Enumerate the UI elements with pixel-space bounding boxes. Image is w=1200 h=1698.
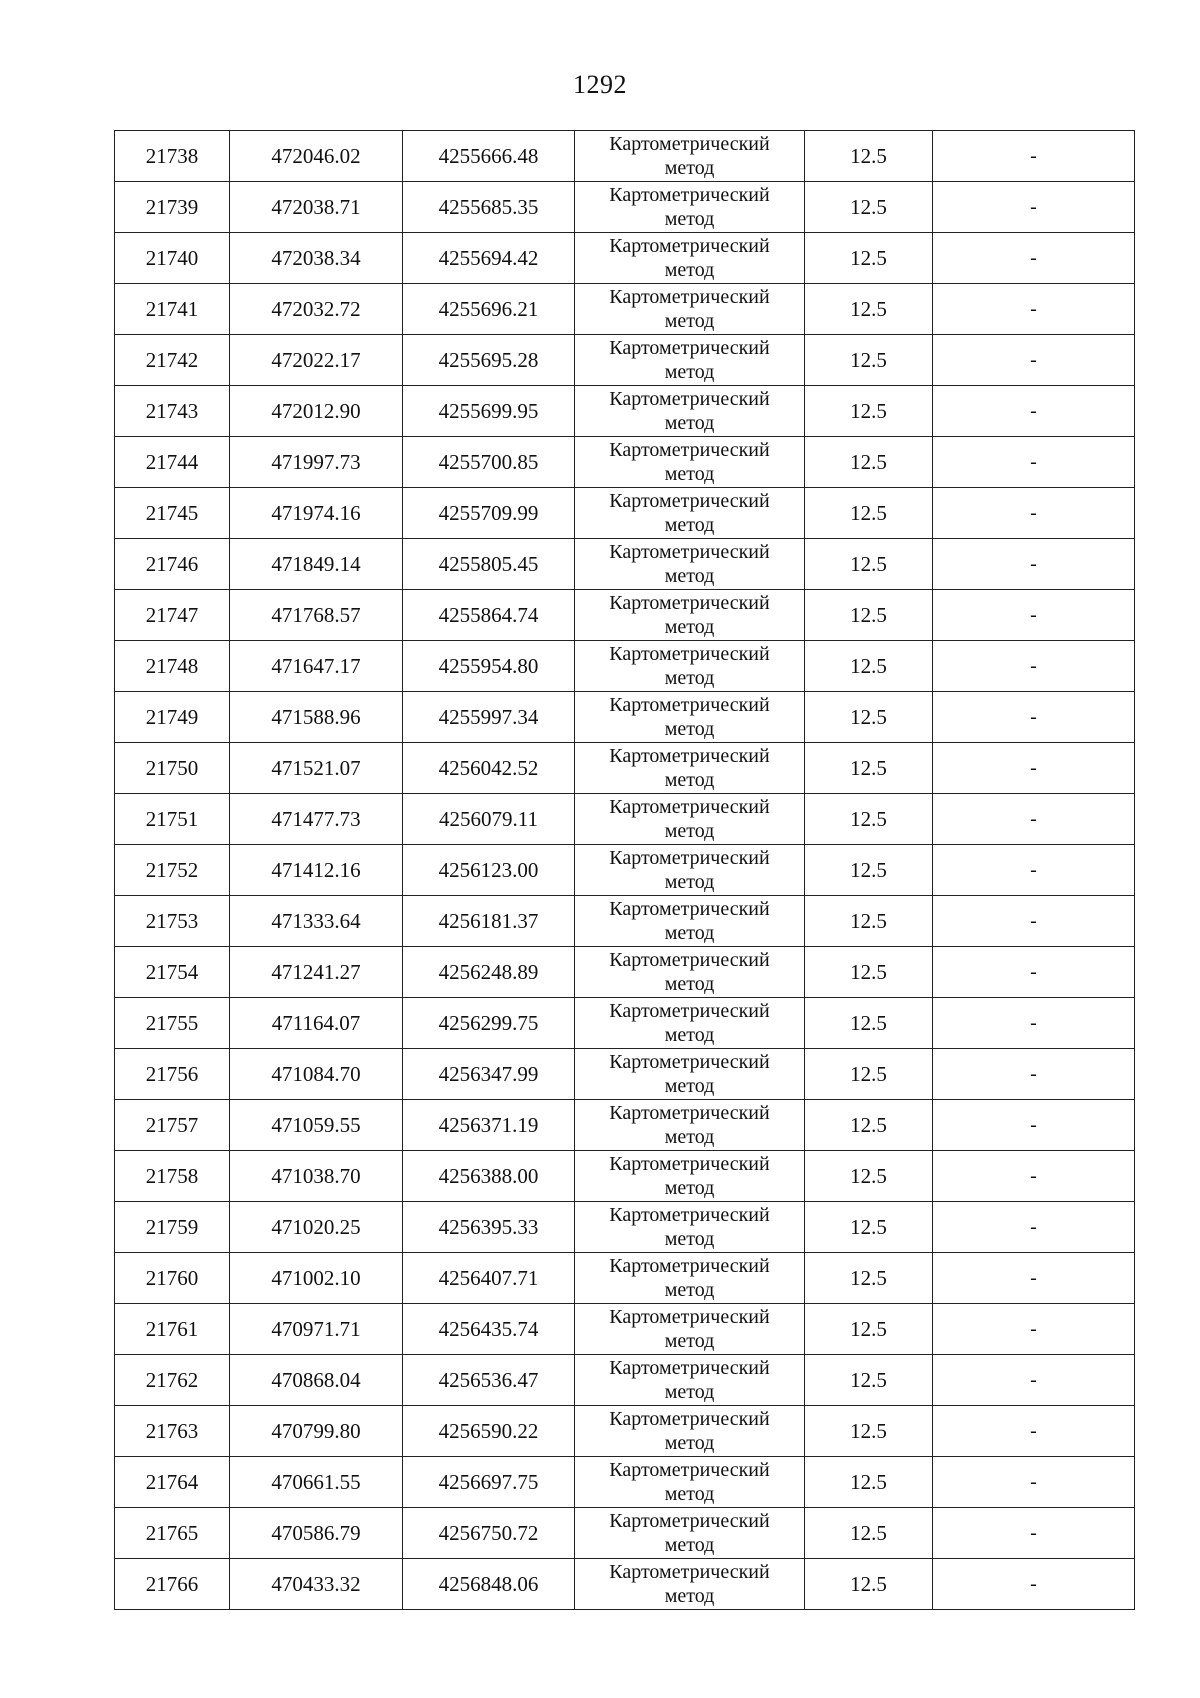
coordinates-table [114, 130, 1135, 1610]
point-number-cell: 21766 [115, 1559, 230, 1610]
accuracy-cell: 12.5 [805, 1049, 933, 1100]
note-cell: - [933, 539, 1135, 590]
point-number-cell: 21754 [115, 947, 230, 998]
point-number-cell: 21755 [115, 998, 230, 1049]
note-cell: - [933, 998, 1135, 1049]
point-number-cell: 21752 [115, 845, 230, 896]
note-cell: - [933, 1151, 1135, 1202]
table-row [115, 998, 1135, 1049]
x-coordinate-cell: 472022.17 [230, 335, 403, 386]
accuracy-cell: 12.5 [805, 1559, 933, 1610]
accuracy-cell: 12.5 [805, 845, 933, 896]
accuracy-cell: 12.5 [805, 437, 933, 488]
point-number-cell: 21742 [115, 335, 230, 386]
accuracy-cell: 12.5 [805, 233, 933, 284]
accuracy-cell: 12.5 [805, 998, 933, 1049]
y-coordinate-cell: 4256123.00 [403, 845, 575, 896]
x-coordinate-cell: 472032.72 [230, 284, 403, 335]
table-row [115, 1508, 1135, 1559]
table-row [115, 1202, 1135, 1253]
point-number-cell: 21738 [115, 131, 230, 182]
point-number-cell: 21756 [115, 1049, 230, 1100]
table-row [115, 947, 1135, 998]
x-coordinate-cell: 471333.64 [230, 896, 403, 947]
table-row [115, 590, 1135, 641]
table-row [115, 335, 1135, 386]
y-coordinate-cell: 4256435.74 [403, 1304, 575, 1355]
method-label-line2: метод [664, 1024, 715, 1046]
y-coordinate-cell: 4256299.75 [403, 998, 575, 1049]
y-coordinate-cell: 4255666.48 [403, 131, 575, 182]
accuracy-cell: 12.5 [805, 1355, 933, 1406]
accuracy-cell: 12.5 [805, 335, 933, 386]
method-label-line2: метод [664, 514, 715, 536]
method-label-line1: Картометрический [609, 847, 770, 869]
y-coordinate-cell: 4256079.11 [403, 794, 575, 845]
x-coordinate-cell: 472038.71 [230, 182, 403, 233]
accuracy-cell: 12.5 [805, 1406, 933, 1457]
x-coordinate-cell: 470971.71 [230, 1304, 403, 1355]
method-label-line1: Картометрический [609, 949, 770, 971]
point-number-cell: 21757 [115, 1100, 230, 1151]
accuracy-cell: 12.5 [805, 947, 933, 998]
method-label-line2: метод [664, 616, 715, 638]
point-number-cell: 21759 [115, 1202, 230, 1253]
method-label-line2: метод [664, 820, 715, 842]
method-label-line2: метод [664, 259, 715, 281]
method-label-line1: Картометрический [609, 1459, 770, 1481]
note-cell: - [933, 1100, 1135, 1151]
method-label-line1: Картометрический [609, 133, 770, 155]
method-label-line2: метод [664, 973, 715, 995]
x-coordinate-cell: 470433.32 [230, 1559, 403, 1610]
table-row [115, 539, 1135, 590]
method-label-line1: Картометрический [609, 490, 770, 512]
table-row [115, 131, 1135, 182]
y-coordinate-cell: 4256697.75 [403, 1457, 575, 1508]
point-number-cell: 21745 [115, 488, 230, 539]
x-coordinate-cell: 471768.57 [230, 590, 403, 641]
y-coordinate-cell: 4255709.99 [403, 488, 575, 539]
x-coordinate-cell: 471164.07 [230, 998, 403, 1049]
accuracy-cell: 12.5 [805, 1457, 933, 1508]
method-label-line2: метод [664, 565, 715, 587]
y-coordinate-cell: 4255805.45 [403, 539, 575, 590]
y-coordinate-cell: 4256750.72 [403, 1508, 575, 1559]
note-cell: - [933, 1457, 1135, 1508]
note-cell: - [933, 1049, 1135, 1100]
method-cell [575, 233, 805, 284]
x-coordinate-cell: 471002.10 [230, 1253, 403, 1304]
method-label-line1: Картометрический [609, 337, 770, 359]
method-label-line2: метод [664, 463, 715, 485]
x-coordinate-cell: 471588.96 [230, 692, 403, 743]
method-label-line1: Картометрический [609, 1102, 770, 1124]
method-label-line1: Картометрический [609, 745, 770, 767]
accuracy-cell: 12.5 [805, 1508, 933, 1559]
y-coordinate-cell: 4256848.06 [403, 1559, 575, 1610]
method-label-line2: метод [664, 1432, 715, 1454]
note-cell: - [933, 641, 1135, 692]
method-label-line1: Картометрический [609, 1357, 770, 1379]
method-cell [575, 743, 805, 794]
method-cell [575, 1151, 805, 1202]
point-number-cell: 21739 [115, 182, 230, 233]
note-cell: - [933, 1253, 1135, 1304]
method-label-line1: Картометрический [609, 592, 770, 614]
table-row [115, 386, 1135, 437]
accuracy-cell: 12.5 [805, 692, 933, 743]
method-label-line2: метод [664, 412, 715, 434]
method-cell [575, 590, 805, 641]
method-label-line1: Картометрический [609, 1510, 770, 1532]
accuracy-cell: 12.5 [805, 590, 933, 641]
method-cell [575, 1508, 805, 1559]
accuracy-cell: 12.5 [805, 1202, 933, 1253]
accuracy-cell: 12.5 [805, 131, 933, 182]
method-cell [575, 641, 805, 692]
table-row [115, 182, 1135, 233]
x-coordinate-cell: 471241.27 [230, 947, 403, 998]
method-label-line1: Картометрический [609, 439, 770, 461]
y-coordinate-cell: 4255696.21 [403, 284, 575, 335]
method-cell [575, 386, 805, 437]
table-row [115, 1100, 1135, 1151]
method-cell [575, 1457, 805, 1508]
method-label-line1: Картометрический [609, 898, 770, 920]
table-row [115, 743, 1135, 794]
point-number-cell: 21749 [115, 692, 230, 743]
method-label-line1: Картометрический [609, 1000, 770, 1022]
x-coordinate-cell: 470868.04 [230, 1355, 403, 1406]
method-label-line2: метод [664, 208, 715, 230]
x-coordinate-cell: 471974.16 [230, 488, 403, 539]
method-cell [575, 1304, 805, 1355]
method-cell [575, 845, 805, 896]
method-cell [575, 1100, 805, 1151]
y-coordinate-cell: 4256248.89 [403, 947, 575, 998]
table-row [115, 284, 1135, 335]
method-label-line1: Картометрический [609, 1255, 770, 1277]
table-row [115, 692, 1135, 743]
note-cell: - [933, 182, 1135, 233]
x-coordinate-cell: 470586.79 [230, 1508, 403, 1559]
method-label-line1: Картометрический [609, 1204, 770, 1226]
x-coordinate-cell: 472012.90 [230, 386, 403, 437]
table-row [115, 1304, 1135, 1355]
note-cell: - [933, 1508, 1135, 1559]
method-cell [575, 437, 805, 488]
point-number-cell: 21748 [115, 641, 230, 692]
method-label-line2: метод [664, 718, 715, 740]
y-coordinate-cell: 4255700.85 [403, 437, 575, 488]
point-number-cell: 21764 [115, 1457, 230, 1508]
point-number-cell: 21753 [115, 896, 230, 947]
method-cell [575, 335, 805, 386]
table-row [115, 896, 1135, 947]
method-label-line1: Картометрический [609, 286, 770, 308]
method-label-line2: метод [664, 1126, 715, 1148]
x-coordinate-cell: 471521.07 [230, 743, 403, 794]
note-cell: - [933, 1304, 1135, 1355]
y-coordinate-cell: 4255997.34 [403, 692, 575, 743]
method-cell [575, 1253, 805, 1304]
point-number-cell: 21741 [115, 284, 230, 335]
y-coordinate-cell: 4255699.95 [403, 386, 575, 437]
note-cell: - [933, 845, 1135, 896]
method-label-line1: Картометрический [609, 541, 770, 563]
method-label-line2: метод [664, 1330, 715, 1352]
method-label-line2: метод [664, 157, 715, 179]
table-row [115, 1253, 1135, 1304]
note-cell: - [933, 386, 1135, 437]
x-coordinate-cell: 472046.02 [230, 131, 403, 182]
x-coordinate-cell: 471997.73 [230, 437, 403, 488]
y-coordinate-cell: 4256181.37 [403, 896, 575, 947]
table-row [115, 437, 1135, 488]
accuracy-cell: 12.5 [805, 1253, 933, 1304]
y-coordinate-cell: 4256407.71 [403, 1253, 575, 1304]
method-label-line1: Картометрический [609, 1153, 770, 1175]
method-label-line1: Картометрический [609, 1561, 770, 1583]
note-cell: - [933, 896, 1135, 947]
method-cell [575, 896, 805, 947]
accuracy-cell: 12.5 [805, 794, 933, 845]
method-cell [575, 1559, 805, 1610]
method-label-line2: метод [664, 310, 715, 332]
method-label-line2: метод [664, 1381, 715, 1403]
y-coordinate-cell: 4255695.28 [403, 335, 575, 386]
point-number-cell: 21744 [115, 437, 230, 488]
note-cell: - [933, 233, 1135, 284]
method-cell [575, 284, 805, 335]
method-label-line1: Картометрический [609, 643, 770, 665]
method-label-line1: Картометрический [609, 694, 770, 716]
note-cell: - [933, 335, 1135, 386]
y-coordinate-cell: 4256395.33 [403, 1202, 575, 1253]
x-coordinate-cell: 470661.55 [230, 1457, 403, 1508]
y-coordinate-cell: 4256388.00 [403, 1151, 575, 1202]
x-coordinate-cell: 470799.80 [230, 1406, 403, 1457]
note-cell: - [933, 590, 1135, 641]
method-label-line1: Картометрический [609, 388, 770, 410]
x-coordinate-cell: 471038.70 [230, 1151, 403, 1202]
y-coordinate-cell: 4255694.42 [403, 233, 575, 284]
point-number-cell: 21751 [115, 794, 230, 845]
method-cell [575, 1202, 805, 1253]
accuracy-cell: 12.5 [805, 386, 933, 437]
accuracy-cell: 12.5 [805, 1151, 933, 1202]
accuracy-cell: 12.5 [805, 896, 933, 947]
y-coordinate-cell: 4255954.80 [403, 641, 575, 692]
method-label-line2: метод [664, 1585, 715, 1607]
method-label-line1: Картометрический [609, 1051, 770, 1073]
method-label-line2: метод [664, 1279, 715, 1301]
y-coordinate-cell: 4256371.19 [403, 1100, 575, 1151]
note-cell: - [933, 794, 1135, 845]
point-number-cell: 21763 [115, 1406, 230, 1457]
y-coordinate-cell: 4256590.22 [403, 1406, 575, 1457]
method-cell [575, 794, 805, 845]
accuracy-cell: 12.5 [805, 539, 933, 590]
point-number-cell: 21740 [115, 233, 230, 284]
y-coordinate-cell: 4256042.52 [403, 743, 575, 794]
table-row [115, 1406, 1135, 1457]
point-number-cell: 21750 [115, 743, 230, 794]
table-row [115, 488, 1135, 539]
method-cell [575, 1049, 805, 1100]
x-coordinate-cell: 471477.73 [230, 794, 403, 845]
method-cell [575, 1355, 805, 1406]
point-number-cell: 21746 [115, 539, 230, 590]
method-label-line2: метод [664, 1534, 715, 1556]
note-cell: - [933, 1202, 1135, 1253]
table-row [115, 845, 1135, 896]
method-cell [575, 947, 805, 998]
accuracy-cell: 12.5 [805, 284, 933, 335]
table-row [115, 794, 1135, 845]
x-coordinate-cell: 471020.25 [230, 1202, 403, 1253]
y-coordinate-cell: 4255685.35 [403, 182, 575, 233]
method-cell [575, 488, 805, 539]
accuracy-cell: 12.5 [805, 743, 933, 794]
table-row [115, 1049, 1135, 1100]
x-coordinate-cell: 471084.70 [230, 1049, 403, 1100]
note-cell: - [933, 692, 1135, 743]
method-cell [575, 539, 805, 590]
point-number-cell: 21765 [115, 1508, 230, 1559]
method-label-line2: метод [664, 1228, 715, 1250]
x-coordinate-cell: 471647.17 [230, 641, 403, 692]
table-row [115, 641, 1135, 692]
method-cell [575, 998, 805, 1049]
table-row [115, 233, 1135, 284]
point-number-cell: 21747 [115, 590, 230, 641]
table-body [115, 131, 1135, 1610]
method-label-line2: метод [664, 1075, 715, 1097]
note-cell: - [933, 437, 1135, 488]
method-label-line2: метод [664, 871, 715, 893]
point-number-cell: 21760 [115, 1253, 230, 1304]
x-coordinate-cell: 471849.14 [230, 539, 403, 590]
note-cell: - [933, 284, 1135, 335]
page-number: 1292 [573, 70, 627, 99]
method-label-line1: Картометрический [609, 796, 770, 818]
y-coordinate-cell: 4255864.74 [403, 590, 575, 641]
method-label-line1: Картометрический [609, 1408, 770, 1430]
accuracy-cell: 12.5 [805, 1100, 933, 1151]
method-cell [575, 692, 805, 743]
note-cell: - [933, 1406, 1135, 1457]
method-label-line2: метод [664, 667, 715, 689]
accuracy-cell: 12.5 [805, 488, 933, 539]
method-label-line2: метод [664, 922, 715, 944]
note-cell: - [933, 488, 1135, 539]
method-cell [575, 131, 805, 182]
y-coordinate-cell: 4256347.99 [403, 1049, 575, 1100]
method-cell [575, 182, 805, 233]
note-cell: - [933, 1559, 1135, 1610]
note-cell: - [933, 1355, 1135, 1406]
method-label-line2: метод [664, 769, 715, 791]
table-row [115, 1457, 1135, 1508]
point-number-cell: 21762 [115, 1355, 230, 1406]
table-row [115, 1355, 1135, 1406]
x-coordinate-cell: 471059.55 [230, 1100, 403, 1151]
point-number-cell: 21758 [115, 1151, 230, 1202]
point-number-cell: 21743 [115, 386, 230, 437]
accuracy-cell: 12.5 [805, 641, 933, 692]
x-coordinate-cell: 472038.34 [230, 233, 403, 284]
note-cell: - [933, 743, 1135, 794]
table-row [115, 1151, 1135, 1202]
y-coordinate-cell: 4256536.47 [403, 1355, 575, 1406]
method-label-line1: Картометрический [609, 235, 770, 257]
accuracy-cell: 12.5 [805, 182, 933, 233]
method-label-line1: Картометрический [609, 1306, 770, 1328]
method-label-line2: метод [664, 1483, 715, 1505]
note-cell: - [933, 131, 1135, 182]
x-coordinate-cell: 471412.16 [230, 845, 403, 896]
method-label-line2: метод [664, 361, 715, 383]
method-cell [575, 1406, 805, 1457]
accuracy-cell: 12.5 [805, 1304, 933, 1355]
point-number-cell: 21761 [115, 1304, 230, 1355]
table-row [115, 1559, 1135, 1610]
note-cell: - [933, 947, 1135, 998]
method-label-line2: метод [664, 1177, 715, 1199]
method-label-line1: Картометрический [609, 184, 770, 206]
